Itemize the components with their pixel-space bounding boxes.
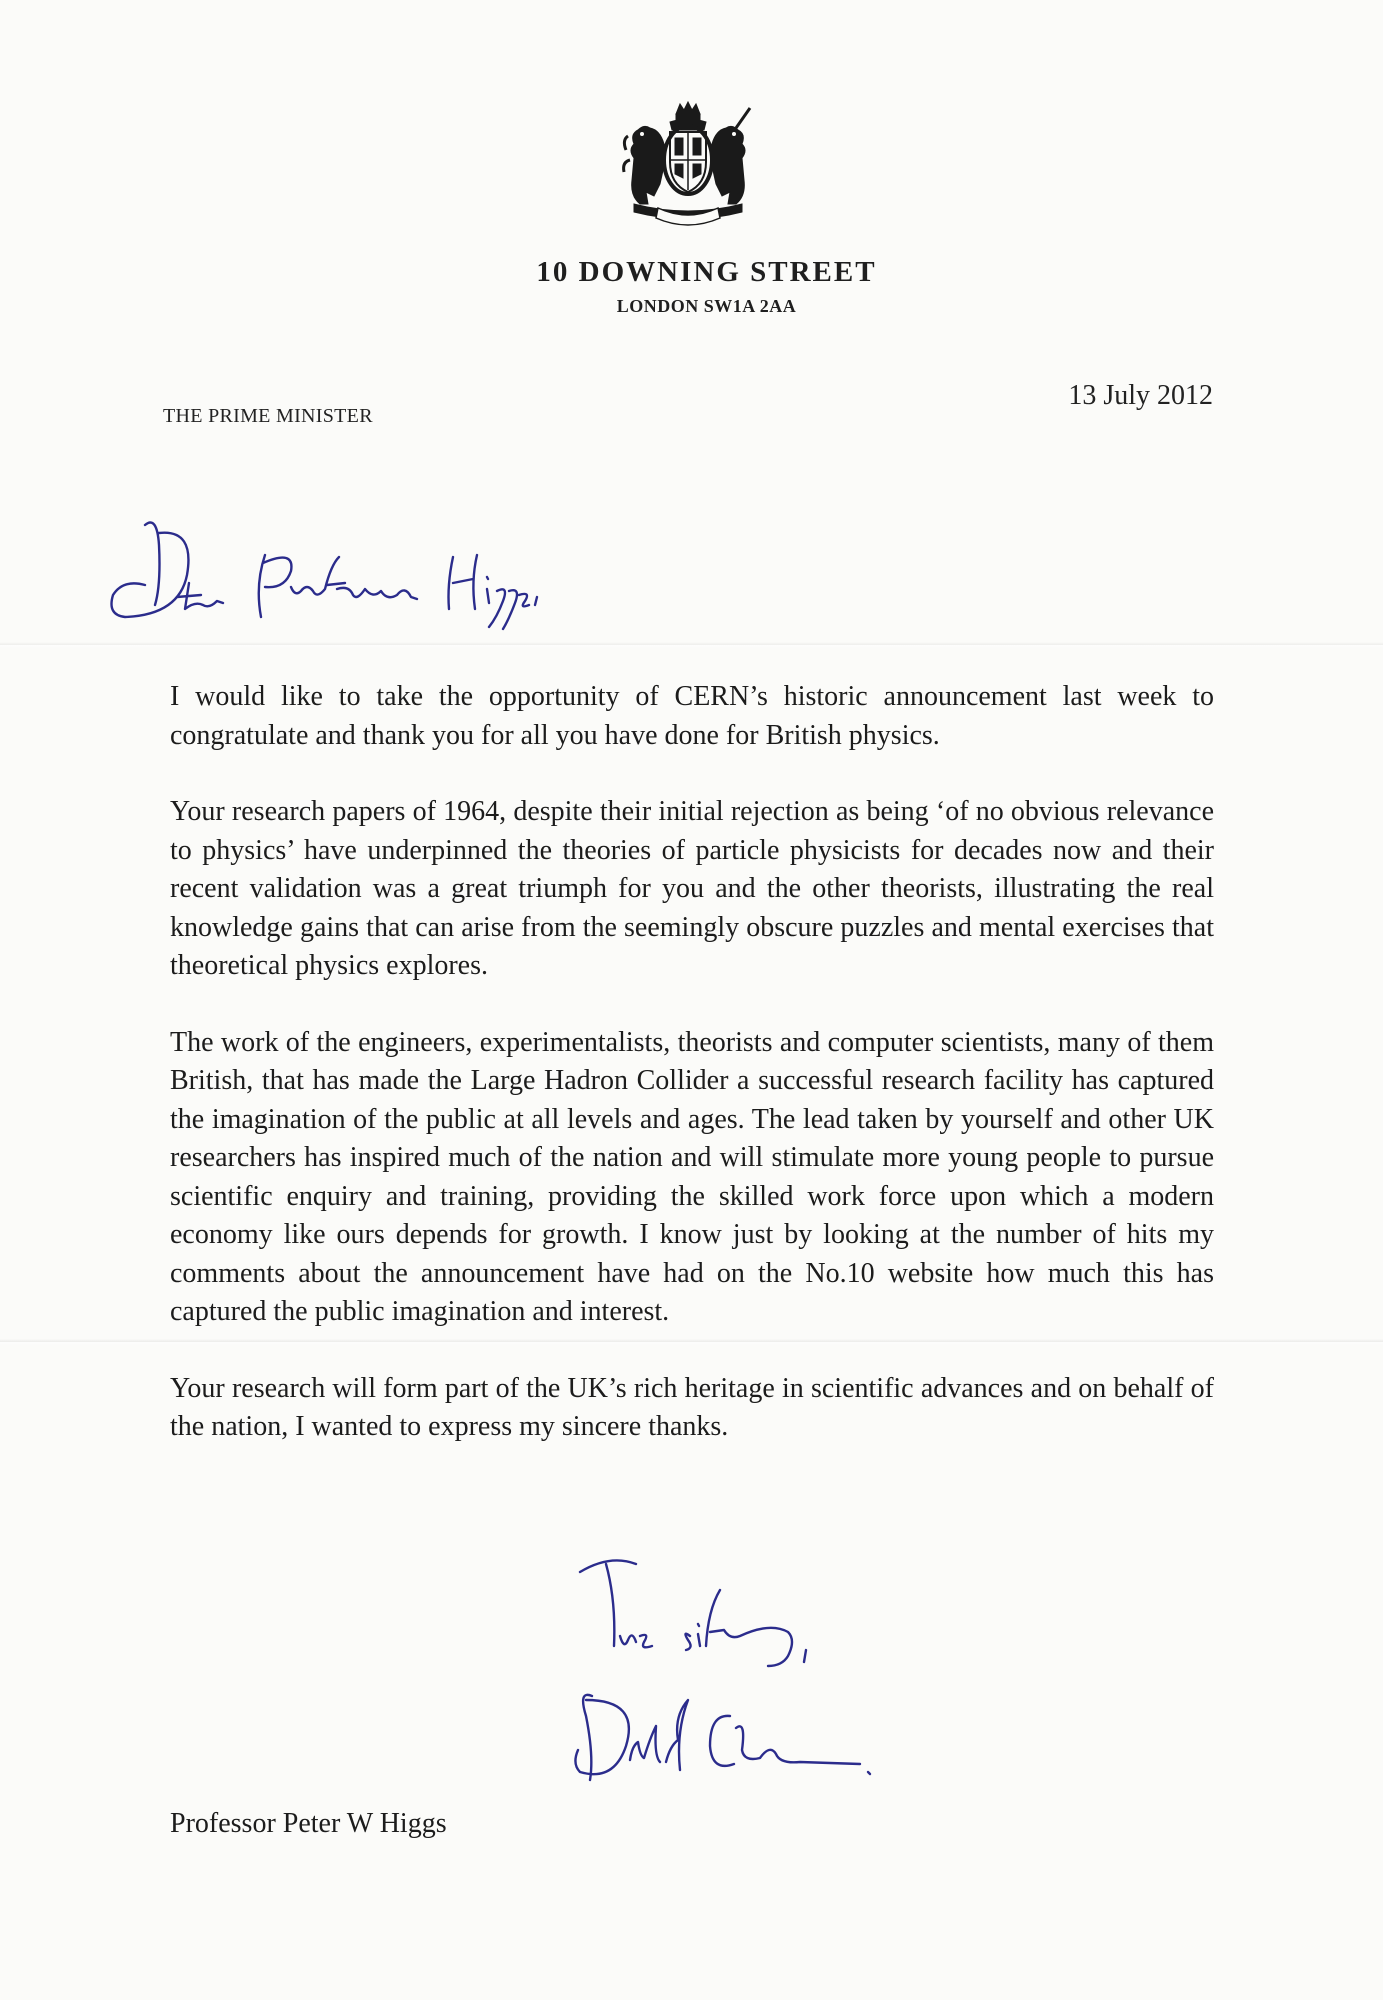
recipient-name: Professor Peter W Higgs [170,1808,447,1839]
handwritten-closing-and-signature [570,1550,910,1810]
address-line-street: 10 DOWNING STREET [536,256,877,288]
paragraph-3: The work of the engineers, experimentalists, theorists and computer scientists, many of them British, that has made the Large Hadron Collider a successful research facility has captured the imagination of the public at all levels and ages. The lead taken by yourself and other UK researchers has inspired much of the nation and will stimulate more young people to pursue scientific enquiry and training, providing the skilled work force upon which a modern economy like ours depends for growth. I know just by looking at the number of hits my comments about the announcement have had on the No.10 website how much this has captured the public imagination and interest. [170,1026,1214,1327]
address-line-city: LONDON SW1A 2AA [616,296,797,316]
paragraph-2: Your research papers of 1964, despite their initial rejection as being ‘of no obvious relevance to physics’ have underpinned the theories of particle physicists for decades now and their recent validation was a great triumph for you and the other theorists, illustrating the real knowledge gains that can arise from the seemingly obscure puzzles and mental exercises that theoretical physics explores. [170,796,1214,981]
royal-coat-of-arms-icon [620,100,756,230]
paper-fold-upper [0,642,1383,648]
handwritten-salutation [105,505,545,635]
paragraph-4: Your research will form part of the UK’s rich heritage in scientific advances and on behalf of the nation, I wanted to express my sincere thanks. [170,1372,1214,1442]
letter-date: 13 July 2012 [1068,380,1213,411]
paragraph-1: I would like to take the opportunity of CERN’s historic announcement last week to congratulate and thank you for all you have done for British physics. [170,681,1214,751]
letter-body [170,678,1214,1485]
sender-title: THE PRIME MINISTER [163,405,373,427]
